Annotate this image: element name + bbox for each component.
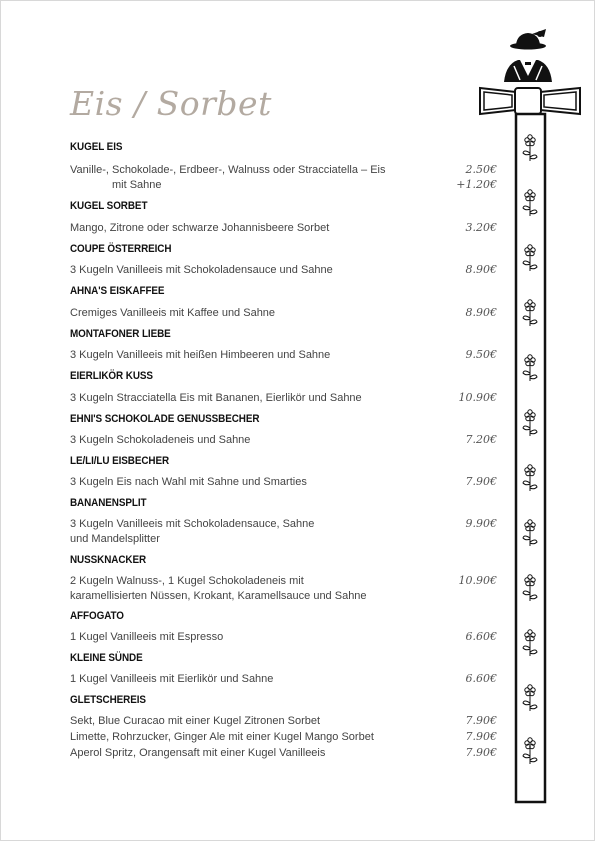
item-name: AFFOGATO — [70, 610, 124, 622]
page-title: Eis / Sorbet — [70, 84, 272, 123]
item-price: 9.90€ — [465, 517, 497, 530]
item-description: 3 Kugeln Vanilleeis mit Schokoladensauce, Sahne — [70, 518, 315, 530]
item-price: 7.90€ — [465, 714, 497, 727]
item-description: 2 Kugeln Walnuss-, 1 Kugel Schokoladeneis mit — [70, 575, 304, 587]
item-description: 3 Kugeln Eis nach Wahl mit Sahne und Smarties — [70, 476, 307, 488]
item-description: 3 Kugeln Schokoladeneis und Sahne — [70, 434, 251, 446]
bow-tie-icon — [480, 88, 580, 114]
item-description: 3 Kugeln Stracciatella Eis mit Bananen, Eierlikör und Sahne — [70, 392, 362, 404]
figure-head-icon — [504, 60, 552, 82]
item-price: 6.60€ — [465, 672, 497, 685]
item-name: NUSSKNACKER — [70, 554, 147, 566]
item-description: mit Sahne — [112, 179, 162, 191]
item-name: COUPE ÖSTERREICH — [70, 243, 172, 255]
item-description: Limette, Rohrzucker, Ginger Ale mit einer Kugel Mango Sorbet — [70, 731, 374, 743]
item-description: Vanille-, Schokolade-, Erdbeer-, Walnuss oder Stracciatella – Eis — [70, 164, 386, 176]
item-name: BANANENSPLIT — [70, 497, 147, 509]
item-description: 3 Kugeln Vanilleeis mit Schokoladensauce und Sahne — [70, 264, 333, 276]
item-description: 3 Kugeln Vanilleeis mit heißen Himbeeren und Sahne — [70, 349, 331, 361]
item-price: 7.20€ — [465, 433, 497, 446]
item-price: 2.50€ — [465, 163, 497, 176]
hat-icon — [510, 29, 546, 50]
item-price: 6.60€ — [465, 630, 497, 643]
item-description: 1 Kugel Vanilleeis mit Eierlikör und Sahne — [70, 673, 274, 685]
item-name: GLETSCHEREIS — [70, 694, 146, 706]
item-price: 7.90€ — [465, 746, 497, 759]
item-name: AHNA'S EISKAFFEE — [70, 285, 165, 297]
item-description: Aperol Spritz, Orangensaft mit einer Kugel Vanilleeis — [70, 747, 326, 759]
item-description: und Mandelsplitter — [70, 533, 160, 545]
item-name: EHNI'S SCHOKOLADE GENUSSBECHER — [70, 413, 260, 425]
item-name: KLEINE SÜNDE — [70, 652, 143, 664]
item-price: 10.90€ — [458, 391, 497, 404]
item-name: LE/LI/LU EISBECHER — [70, 455, 170, 467]
item-price: 7.90€ — [465, 475, 497, 488]
item-price: 8.90€ — [465, 306, 497, 319]
item-description: Cremiges Vanilleeis mit Kaffee und Sahne — [70, 307, 276, 319]
item-description: 1 Kugel Vanilleeis mit Espresso — [70, 631, 224, 643]
item-price: 3.20€ — [465, 221, 497, 234]
item-description: Sekt, Blue Curacao mit einer Kugel Zitronen Sorbet — [70, 715, 321, 727]
item-name: MONTAFONER LIEBE — [70, 328, 171, 340]
item-name: KUGEL EIS — [70, 141, 123, 153]
item-price: 10.90€ — [458, 574, 497, 587]
item-price: 9.50€ — [465, 348, 497, 361]
item-price: +1.20€ — [456, 178, 497, 191]
item-name: KUGEL SORBET — [70, 200, 148, 212]
item-description: Mango, Zitrone oder schwarze Johannisbeere Sorbet — [70, 222, 330, 234]
item-name: EIERLIKÖR KUSS — [70, 370, 153, 382]
item-price: 8.90€ — [465, 263, 497, 276]
item-price: 7.90€ — [465, 730, 497, 743]
item-description: karamellisierten Nüssen, Krokant, Karamellsauce und Sahne — [70, 590, 367, 602]
